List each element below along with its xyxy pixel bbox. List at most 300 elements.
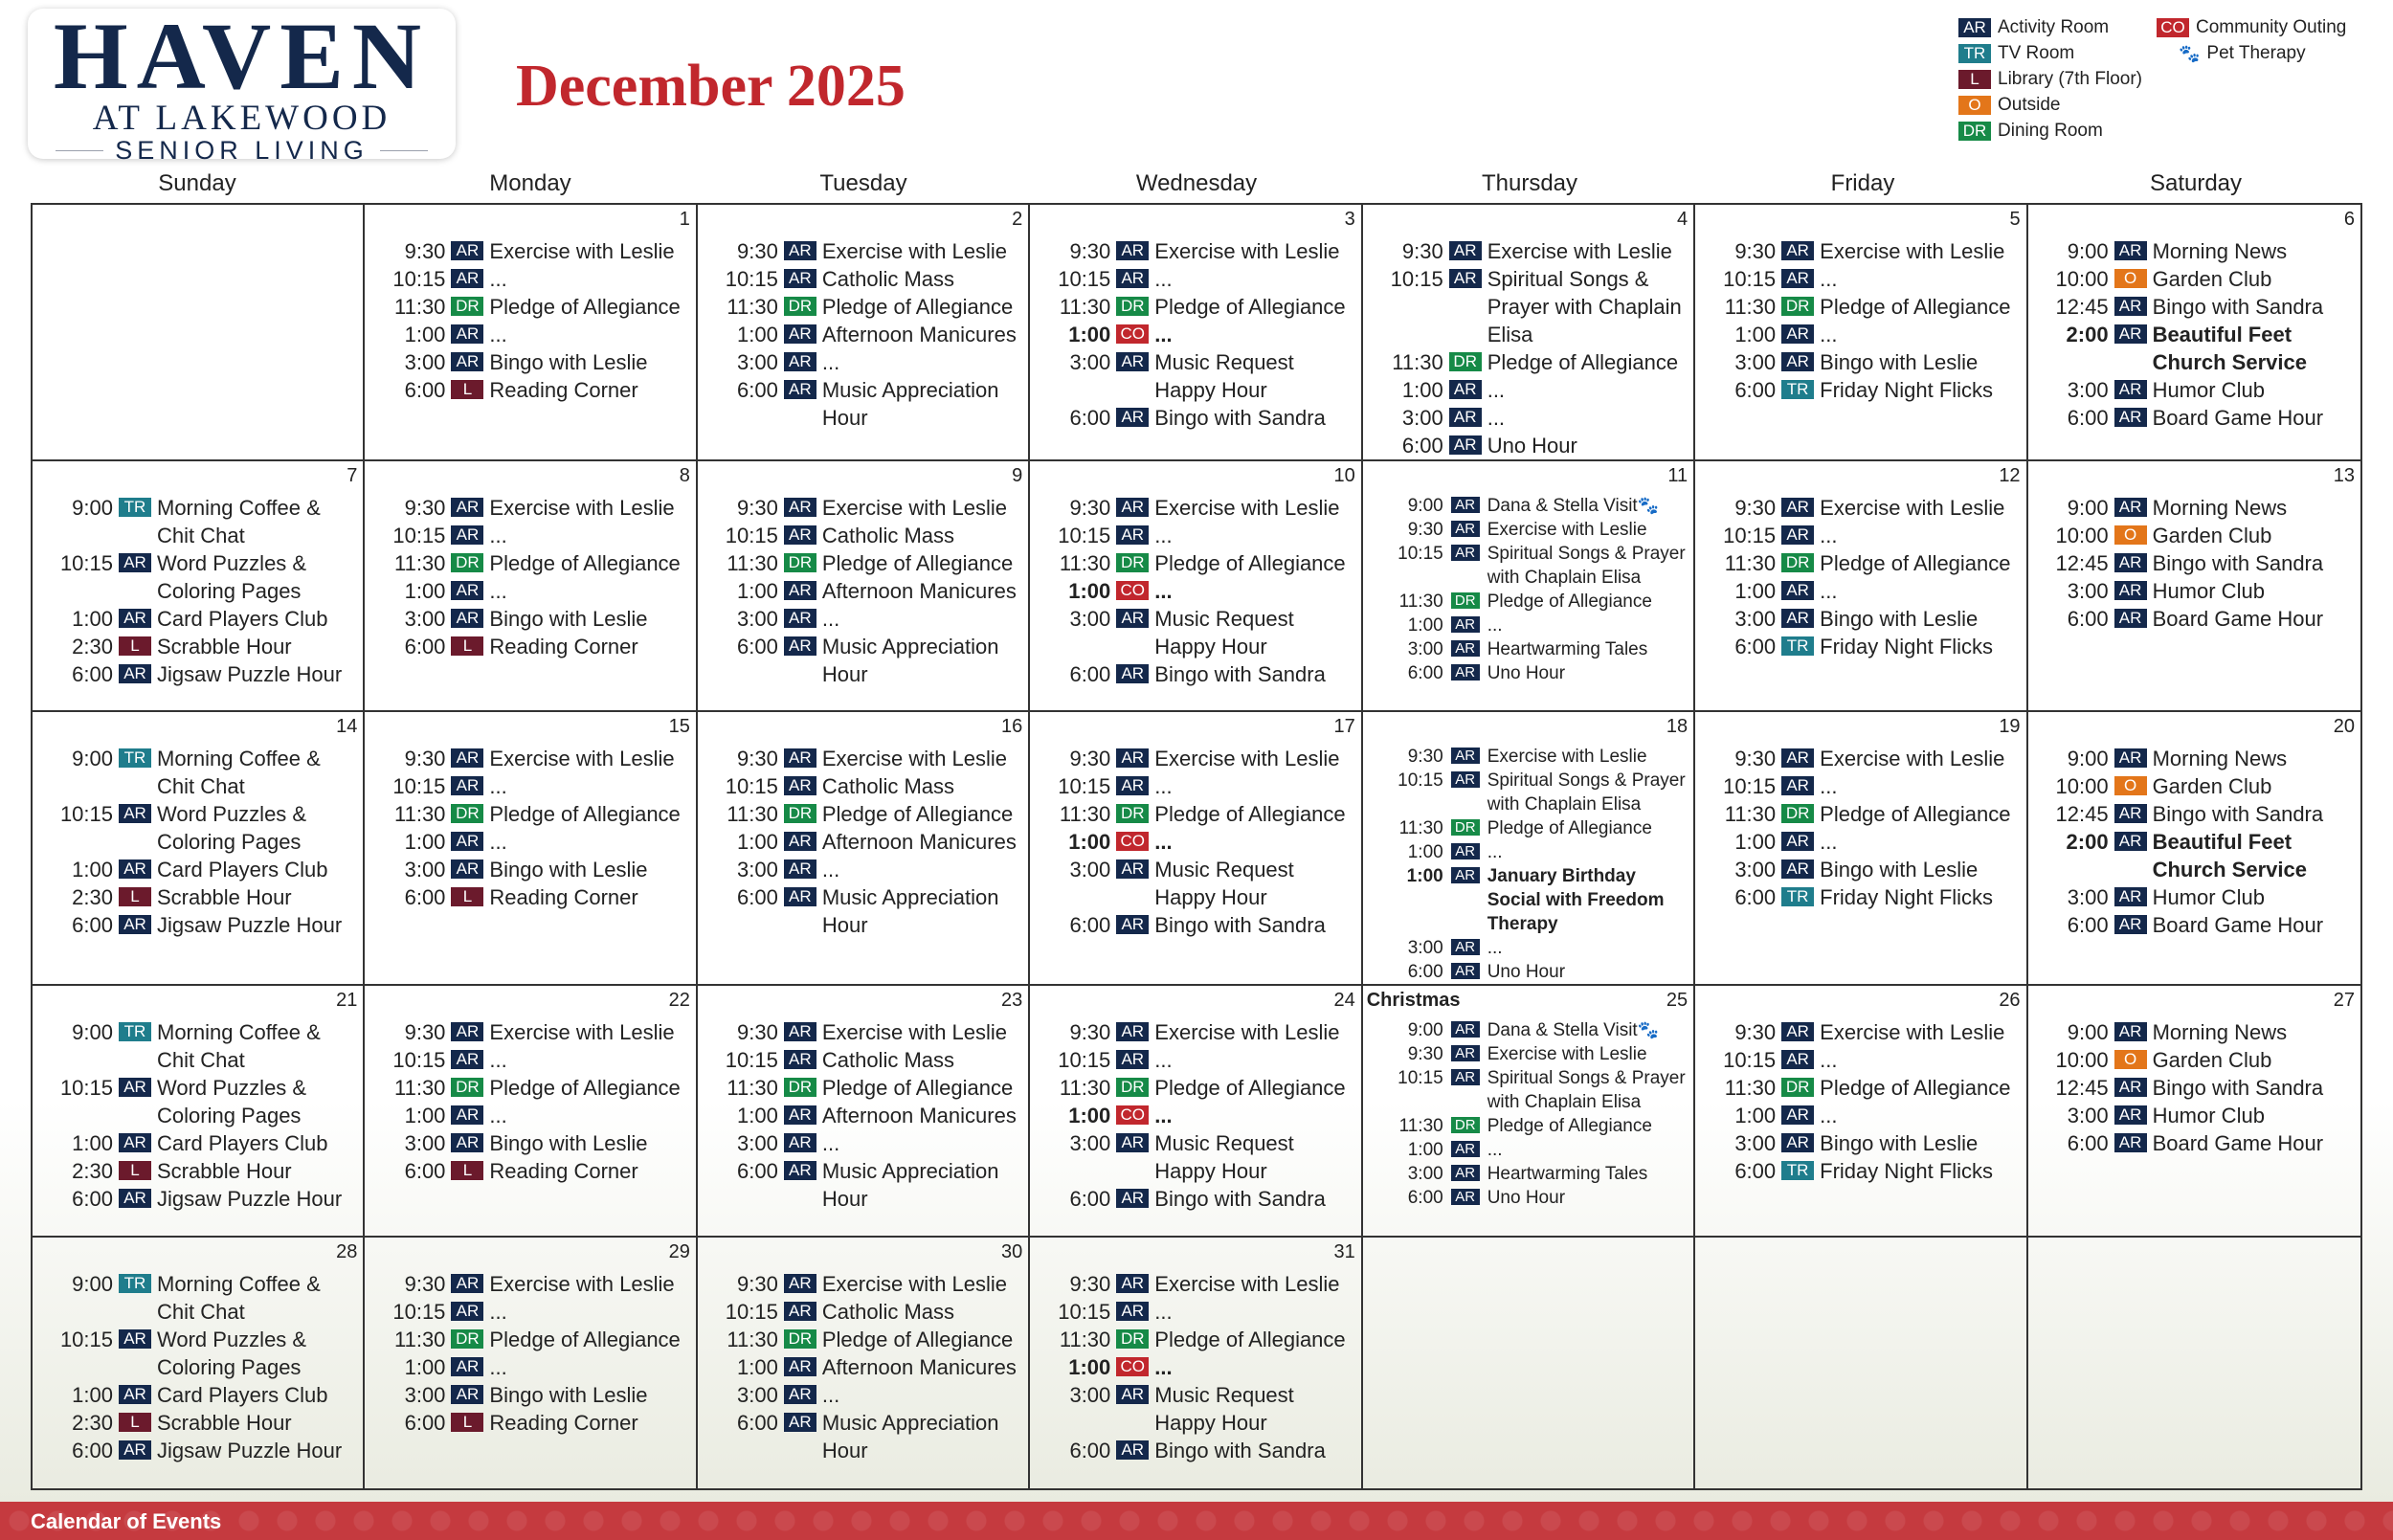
location-tag-wrap	[113, 745, 157, 768]
day-number: 31	[1333, 1240, 1355, 1262]
location-tag: AR	[1451, 939, 1480, 955]
event-row	[36, 883, 359, 911]
location-tag-wrap	[113, 633, 157, 656]
logo-at-lakewood: AT LAKEWOOD	[92, 99, 391, 138]
location-tag-wrap	[2109, 1129, 2153, 1152]
location-tag: AR	[1451, 1069, 1480, 1085]
location-tag: AR	[2114, 241, 2147, 260]
event-name-text: Bingo with Sandra	[2152, 1076, 2324, 1101]
event-name	[1487, 237, 1689, 265]
event-name-text: Word Puzzles & Coloring Pages	[157, 551, 307, 603]
event-row	[2032, 1046, 2357, 1074]
location-tag: AR	[784, 832, 816, 851]
event-time: 10:15	[725, 1299, 778, 1324]
event-name-text: Pledge of Allegiance	[1154, 295, 1346, 319]
event-name	[1820, 800, 2022, 828]
legend-label: Library (7th Floor)	[1998, 69, 2142, 89]
event-name-text: Exercise with Leslie	[489, 1020, 675, 1045]
event-list	[369, 494, 691, 660]
event-list	[2032, 237, 2357, 432]
location-tag-wrap	[113, 549, 157, 572]
event-time: 10:15	[59, 551, 113, 575]
location-tag-wrap	[1443, 518, 1487, 537]
logo-senior-living	[28, 136, 456, 165]
event-row	[702, 1381, 1024, 1409]
location-tag-wrap	[778, 883, 822, 906]
location-tag: AR	[1451, 843, 1480, 859]
event-name-text: Exercise with Leslie	[489, 239, 675, 263]
location-tag-wrap	[1776, 348, 1820, 371]
event-list	[36, 1018, 359, 1213]
event-time: 3:00	[737, 350, 778, 374]
event-name-text: Pledge of Allegiance	[1820, 1076, 2011, 1101]
location-tag: AR	[1116, 269, 1149, 288]
location-tag-wrap	[778, 348, 822, 371]
day-number: 24	[1333, 990, 1355, 1012]
event-row	[369, 348, 691, 376]
event-time: 3:00	[1407, 1164, 1443, 1185]
location-tag-wrap	[113, 1326, 157, 1349]
event-row	[1699, 1129, 2022, 1157]
event-name-text: ...	[489, 1048, 507, 1073]
event-list	[369, 745, 691, 911]
event-name-text: Morning Coffee & Chit Chat	[157, 1020, 321, 1073]
location-tag: CO	[1116, 832, 1149, 851]
event-name	[2153, 800, 2357, 828]
event-name	[157, 1270, 359, 1326]
location-tag: AR	[1116, 525, 1149, 545]
event-list	[369, 237, 691, 404]
event-time: 11:30	[1724, 1076, 1777, 1101]
event-time: 9:30	[404, 239, 446, 263]
event-name-text: Garden Club	[2152, 774, 2272, 799]
event-row	[2032, 293, 2357, 321]
event-time: 10:00	[2055, 774, 2109, 799]
location-tag-wrap	[113, 800, 157, 823]
location-tag: DR	[1116, 1078, 1149, 1097]
event-time: 2:30	[72, 885, 113, 910]
event-name-text: Exercise with Leslie	[821, 747, 1008, 771]
event-name	[822, 522, 1024, 549]
event-row	[702, 1409, 1024, 1464]
location-tag-wrap	[1110, 772, 1154, 795]
location-tag-wrap	[1776, 321, 1820, 344]
location-tag: AR	[1116, 1302, 1149, 1321]
event-name-text: Bingo with Sandra	[1154, 913, 1326, 938]
event-time: 1:00	[737, 1104, 778, 1128]
event-name-text: Board Game Hour	[2152, 406, 2324, 430]
event-row	[1034, 1326, 1356, 1353]
event-name-text: Exercise with Leslie	[1154, 1020, 1340, 1045]
event-row	[1699, 1157, 2022, 1185]
event-row	[369, 237, 691, 265]
location-tag: AR	[1451, 616, 1480, 633]
location-tag: AR	[1781, 324, 1814, 344]
location-tag-wrap	[445, 883, 489, 906]
event-name	[1487, 1186, 1689, 1210]
location-tag: AR	[1781, 776, 1814, 795]
event-time: 3:00	[404, 350, 446, 374]
event-name	[1154, 522, 1356, 549]
event-name	[2153, 549, 2357, 577]
location-tag: AR	[1116, 1133, 1149, 1152]
event-row	[369, 1074, 691, 1102]
location-tag-wrap	[2109, 404, 2153, 427]
event-time: 2:30	[72, 635, 113, 658]
event-name-text: Music Appreciation Hour	[821, 378, 999, 430]
event-name	[1154, 660, 1356, 688]
location-tag: L	[119, 1413, 151, 1432]
day-number: 8	[679, 465, 690, 486]
location-tag: AR	[2114, 832, 2147, 851]
event-name-text: ...	[821, 858, 840, 882]
event-time: 10:15	[1723, 1048, 1777, 1073]
event-row	[369, 376, 691, 404]
event-name	[489, 1381, 691, 1409]
event-time: 10:15	[725, 1048, 778, 1073]
day-number: 5	[2009, 209, 2021, 230]
day-cell	[1363, 712, 1695, 986]
event-name	[1820, 293, 2022, 321]
location-tag: DR	[1451, 592, 1480, 609]
event-name-text: Exercise with Leslie	[489, 496, 675, 520]
event-row	[702, 1298, 1024, 1326]
event-row	[1367, 237, 1689, 265]
day-cell	[33, 986, 365, 1237]
event-time: 9:30	[404, 747, 446, 771]
event-row	[1034, 800, 1356, 828]
event-name-text: ...	[1487, 615, 1503, 636]
event-name	[489, 237, 691, 265]
event-time: 11:30	[727, 551, 778, 575]
event-time: 2:30	[72, 1159, 113, 1184]
day-cell	[33, 461, 365, 712]
day-cell	[1030, 712, 1362, 986]
event-name	[1154, 494, 1356, 522]
location-tag-wrap	[1443, 1066, 1487, 1085]
event-row	[1367, 614, 1689, 637]
event-time: 9:30	[1401, 239, 1443, 263]
location-tag: AR	[784, 859, 816, 879]
event-time: 9:00	[72, 1020, 113, 1045]
location-tag-wrap	[1110, 1353, 1154, 1376]
event-row	[1699, 522, 2022, 549]
event-name-text: ...	[1154, 774, 1173, 799]
event-time: 10:15	[1398, 770, 1443, 792]
event-time: 9:30	[1407, 1044, 1443, 1065]
event-row	[1699, 1018, 2022, 1046]
location-tag-wrap	[1776, 522, 1820, 545]
event-time: 6:00	[737, 885, 778, 910]
event-row	[36, 1074, 359, 1129]
event-name-text: ...	[489, 1354, 507, 1379]
event-time: 1:00	[1407, 842, 1443, 863]
location-tag: AR	[1116, 241, 1149, 260]
day-number: 7	[347, 465, 358, 486]
event-row	[1367, 1186, 1689, 1210]
location-tag: AR	[2114, 498, 2147, 517]
event-name	[1487, 637, 1689, 661]
location-tag: AR	[1449, 241, 1482, 260]
location-tag-wrap	[445, 1102, 489, 1125]
event-name-text: Bingo with Sandra	[2152, 295, 2324, 319]
event-time: 1:00	[72, 1382, 113, 1407]
location-tag: AR	[1451, 1165, 1480, 1181]
day-cell	[1695, 712, 2027, 986]
location-tag: AR	[119, 664, 151, 683]
location-tag: AR	[784, 1105, 816, 1125]
event-name-text: ...	[1154, 1299, 1173, 1324]
event-name-text: Pledge of Allegiance	[821, 802, 1014, 827]
location-tag: AR	[1116, 498, 1149, 517]
location-tag-wrap	[778, 1326, 822, 1349]
location-tag-wrap	[2109, 800, 2153, 823]
location-tag-wrap	[1776, 745, 1820, 768]
event-row	[1699, 772, 2022, 800]
location-tag-wrap	[1776, 577, 1820, 600]
event-name	[157, 633, 359, 660]
day-cell	[1695, 205, 2027, 461]
event-name-text: ...	[1820, 774, 1838, 799]
event-name	[822, 1326, 1024, 1353]
location-tag-wrap	[113, 1185, 157, 1208]
event-time: 1:00	[1407, 615, 1443, 636]
event-row	[2032, 1129, 2357, 1157]
event-time: 6:00	[72, 1187, 113, 1212]
event-name-text: Music Appreciation Hour	[821, 635, 999, 686]
location-tag: AR	[451, 1302, 483, 1321]
event-name-text: January Birthday Social with Freedom Therapy	[1487, 866, 1665, 935]
event-name-text: Dana & Stella Visit	[1487, 1020, 1638, 1041]
location-tag: AR	[1781, 748, 1814, 768]
event-time: 6:00	[404, 635, 446, 658]
event-list	[369, 1270, 691, 1437]
event-row	[2032, 1018, 2357, 1046]
location-tag: AR	[784, 525, 816, 545]
event-name	[1487, 404, 1689, 432]
event-row	[1034, 348, 1356, 404]
event-name-text: Exercise with Leslie	[1820, 239, 2005, 263]
legend-tag-o: O	[1958, 96, 1991, 115]
event-name	[1487, 518, 1689, 542]
event-name-text: ...	[489, 1104, 507, 1128]
event-name-text: ...	[1154, 830, 1173, 855]
location-tag-wrap	[1443, 769, 1487, 788]
event-name	[489, 1409, 691, 1437]
event-name-text: Music Request Happy Hour	[1154, 1131, 1294, 1184]
day-cell	[365, 712, 697, 986]
event-name	[157, 1437, 359, 1464]
event-list	[369, 1018, 691, 1185]
location-tag: L	[451, 380, 483, 399]
event-time: 11:30	[1059, 802, 1111, 827]
event-name	[1820, 856, 2022, 883]
event-time: 3:00	[1069, 1382, 1111, 1407]
event-name	[2153, 883, 2357, 911]
location-tag-wrap	[2109, 376, 2153, 399]
event-time: 1:00	[404, 1354, 446, 1379]
event-row	[369, 1129, 691, 1157]
event-time: 3:00	[404, 607, 446, 631]
location-tag: O	[2114, 269, 2147, 288]
event-row	[702, 1102, 1024, 1129]
event-time: 10:15	[1058, 1299, 1111, 1324]
event-time: 9:00	[2067, 496, 2109, 520]
location-tag: AR	[119, 1385, 151, 1404]
event-time: 9:30	[737, 1020, 778, 1045]
event-time: 9:30	[1069, 1271, 1111, 1296]
event-name	[1820, 772, 2022, 800]
event-time: 6:00	[1734, 1159, 1777, 1184]
event-name	[1487, 590, 1689, 614]
event-name	[489, 321, 691, 348]
logo-haven: HAVEN	[53, 3, 431, 109]
location-tag-wrap	[1443, 1042, 1487, 1061]
location-tag: AR	[2114, 297, 2147, 316]
location-tag-wrap	[778, 1298, 822, 1321]
day-cell	[1363, 461, 1695, 712]
event-name-text: ...	[489, 1299, 507, 1324]
location-tag-wrap	[1776, 1074, 1820, 1097]
event-row	[1034, 1298, 1356, 1326]
location-tag-wrap	[778, 828, 822, 851]
location-tag-wrap	[1443, 816, 1487, 836]
event-name-text: ...	[1487, 406, 1506, 430]
location-tag: AR	[784, 1050, 816, 1069]
location-tag-wrap	[445, 1353, 489, 1376]
day-cell	[698, 986, 1030, 1237]
event-row	[369, 828, 691, 856]
location-tag-wrap	[1443, 494, 1487, 513]
location-tag: AR	[1116, 1274, 1149, 1293]
event-name-text: Reading Corner	[489, 635, 638, 658]
location-tag-wrap	[1110, 404, 1154, 427]
location-tag: DR	[1781, 553, 1814, 572]
event-name-text: Exercise with Leslie	[1154, 496, 1340, 520]
event-name-text: Exercise with Leslie	[821, 239, 1008, 263]
event-list	[1367, 494, 1689, 685]
event-row	[1699, 348, 2022, 376]
location-tag-wrap	[778, 1157, 822, 1180]
event-name	[1487, 376, 1689, 404]
location-tag: TR	[1781, 636, 1814, 656]
event-time: 10:15	[1723, 524, 1777, 547]
event-row	[702, 522, 1024, 549]
event-row	[369, 577, 691, 605]
event-time: 3:00	[2067, 378, 2109, 402]
event-row	[2032, 494, 2357, 522]
event-name	[489, 376, 691, 404]
event-name-text: Pledge of Allegiance	[489, 802, 681, 827]
location-tag-wrap	[1110, 494, 1154, 517]
event-name	[822, 1129, 1024, 1157]
event-time: 9:00	[2067, 747, 2109, 771]
event-row	[36, 1018, 359, 1074]
event-name-text: Music Request Happy Hour	[1154, 1382, 1294, 1435]
location-tag-wrap	[445, 1381, 489, 1404]
event-time: 9:30	[1069, 1020, 1111, 1045]
day-number: 6	[2343, 209, 2355, 230]
event-row	[2032, 883, 2357, 911]
event-row	[1034, 237, 1356, 265]
event-time: 1:00	[1068, 830, 1111, 855]
event-list	[1367, 745, 1689, 984]
event-row	[1699, 1074, 2022, 1102]
event-time: 3:00	[2067, 885, 2109, 910]
location-tag: AR	[1116, 1189, 1149, 1208]
location-tag: AR	[1451, 664, 1480, 681]
event-time: 2:30	[72, 1410, 113, 1435]
event-row	[1367, 494, 1689, 518]
location-tag-wrap	[2109, 772, 2153, 795]
event-name	[489, 772, 691, 800]
event-time: 3:00	[737, 607, 778, 631]
location-tag: AR	[784, 1161, 816, 1180]
location-tag: AR	[784, 1385, 816, 1404]
event-list	[702, 1018, 1024, 1213]
location-tag-wrap	[113, 1381, 157, 1404]
event-row	[1699, 376, 2022, 404]
event-row	[369, 605, 691, 633]
event-name-text: ...	[1820, 323, 1838, 346]
event-list	[1699, 745, 2022, 911]
event-name-text: Word Puzzles & Coloring Pages	[157, 1327, 307, 1379]
event-name-text: ...	[1154, 524, 1173, 547]
event-name	[2153, 321, 2357, 376]
location-tag-wrap	[1110, 1437, 1154, 1460]
location-tag: AR	[2114, 1105, 2147, 1125]
event-time: 10:15	[59, 1076, 113, 1101]
event-name-text: Pledge of Allegiance	[1154, 802, 1346, 827]
event-name-text: Friday Night Flicks	[1820, 1159, 1994, 1184]
event-name-text: ...	[489, 323, 507, 346]
location-tag: AR	[451, 1385, 483, 1404]
event-row	[2032, 549, 2357, 577]
event-name-text: Pledge of Allegiance	[821, 1076, 1014, 1101]
day-number: 12	[1999, 465, 2021, 486]
event-name	[1487, 769, 1689, 816]
event-row	[702, 1353, 1024, 1381]
event-name	[489, 522, 691, 549]
location-tag-wrap	[2109, 321, 2153, 344]
location-tag: AR	[1116, 1050, 1149, 1069]
event-row	[1699, 293, 2022, 321]
event-row	[2032, 1102, 2357, 1129]
location-tag-wrap	[778, 522, 822, 545]
location-tag: AR	[451, 1274, 483, 1293]
event-time: 3:00	[1407, 639, 1443, 659]
event-name-text: Board Game Hour	[2152, 607, 2324, 631]
event-row	[36, 745, 359, 800]
location-tag-wrap	[445, 745, 489, 768]
location-tag-wrap	[1443, 661, 1487, 681]
event-name	[157, 1409, 359, 1437]
location-tag-wrap	[1443, 237, 1487, 260]
event-row	[1034, 404, 1356, 432]
event-time: 11:30	[727, 295, 778, 319]
location-tag-wrap	[2109, 237, 2153, 260]
event-name-text: Spiritual Songs & Prayer with Chaplain Elisa	[1487, 544, 1686, 588]
location-tag-wrap	[1110, 1102, 1154, 1125]
location-tag-wrap	[2109, 1074, 2153, 1097]
event-name	[822, 1046, 1024, 1074]
day-cell	[698, 1238, 1030, 1488]
event-row	[1034, 293, 1356, 321]
event-name	[1820, 494, 2022, 522]
logo-rule-right	[380, 150, 428, 151]
event-time: 6:00	[1734, 635, 1777, 658]
event-name-text: Card Players Club	[157, 607, 328, 631]
